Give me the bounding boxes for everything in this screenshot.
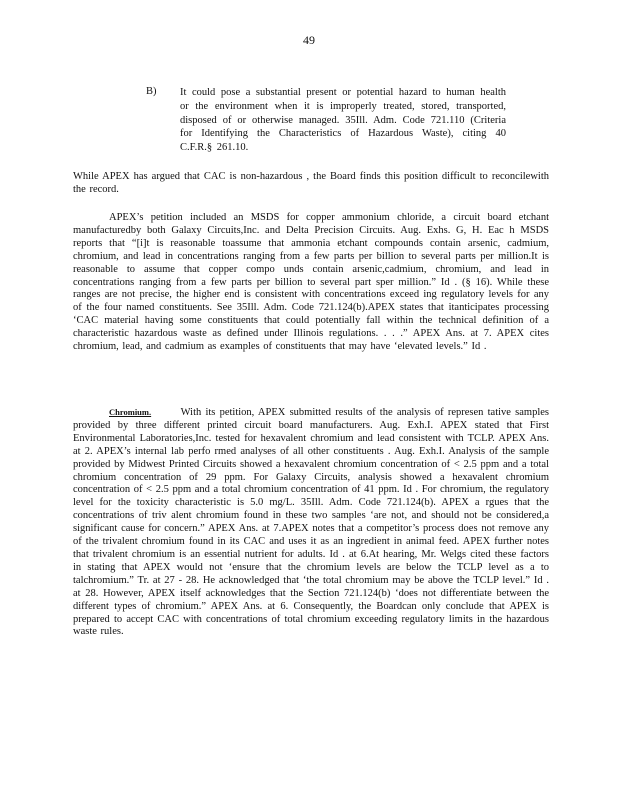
chromium-text: With its petition, APEX submitted results of the analysis of represen tative samples provided by three different printed circuit board manufacturers. Aug. Exh.I. APEX stated that First Environmental Laboratories,Inc. tested for hexavalent chromium and lead consistent with TCLP. APEX Ans. at 2. APEX’s internal lab perfo rmed analyses of all other constituents . Aug. Exh.I. Analysis of the sample provided by Midwest Printed Circuits showed a hexavalent chromium concentration of < 2.5 ppm and a total chromium concentration of 29 ppm. For Galaxy Circuits, analysis showed a hexavalent chromium concentration of < 2.5 ppm and a total chromium concentration of 41 ppm. Id . For chromium, the regulatory level for the toxicity characteristic is 5.0 mg/L. 35Ill. Adm. Code 721.124(b). APEX a rgues that the concentrations of triv alent chromium found in these two samples ‘are not, and should not be considered,a significant cause for concern.” APEX Ans. at 7.APEX notes that a competitor’s process does not remove any of the trivalent chromium found in its CAC and uses it as an ingredient in animal feed. APEX further notes that trivalent chromium is an essential nutrient for adults. Id . at 6.At hearing, Mr. Welgs cited these factors in stating that APEX would not ‘ensure that the chromium levels are below the TCLP level as a to talchromium.” Tr. at 27 - 28. He acknowledged that ‘the total chromium may be above the TCLP level.” Id . at 28. However, APEX itself acknowledges that the Section 721.124(b) ‘does not differentiate between the different types of chromium.” APEX Ans. at 6. Consequently, the Boardcan only conclude that APEX is prepared to accept CAC with concentrations of total chromium exceeding regulatory limits in the hazardous waste rules. (73, 407, 549, 638)
page-number: 49 (303, 33, 315, 47)
list-item-marker: B) (146, 86, 157, 97)
paragraph-msds: APEX’s petition included an MSDS for copper ammonium chloride, a circuit board etchant manufacturedby both Galaxy Circuits,Inc. and Delta Precision Circuits. Aug. Exhs. G, H. Eac h MSDS reports that “[i]t is reasonable toassume that ammonia etchant compounds contain arsenic, cadmium, chromium, and lead in concentrations ranging from a few parts per billion to several parts per million.It is reasonable to assume that copper compo unds contain arsenic,cadmium, chromium, and lead in concentrations ranging from a few parts per billion to several part sper million.” Id . (§ 16). While these ranges are not precise, the higher end is consistent with concentrations exceed ing regulatory levels for any of the four named constituents. See 35Ill. Adm. Code 721.124(b).APEX states that itanticipates processing ‘CAC material having some constituents that could potentially fall within the technical definition of a characteristic hazardous waste as defined under Illinois regulations. . . .” APEX Ans. at 7. APEX cites chromium, lead, and cadmium as examples of constituents that may have ‘elevated levels.” Id . (73, 212, 549, 353)
list-item-text: It could pose a substantial present or potential hazard to human health or the environment when it is improperly treated, stored, transported, disposed of or otherwise managed. 35Ill. Adm. Code 721.110 (Criteria for Identifying the Characteristics of Hazardous Waste), citing 40 C.F.R.§ 261.10. (180, 87, 506, 154)
paragraph-board-finding: While APEX has argued that CAC is non-hazardous , the Board finds this position difficult to reconcilewith the record. (73, 171, 549, 195)
paragraph-chromium (73, 406, 549, 639)
chromium-spacer (151, 407, 181, 418)
chromium-heading: Chromium. (109, 407, 152, 417)
